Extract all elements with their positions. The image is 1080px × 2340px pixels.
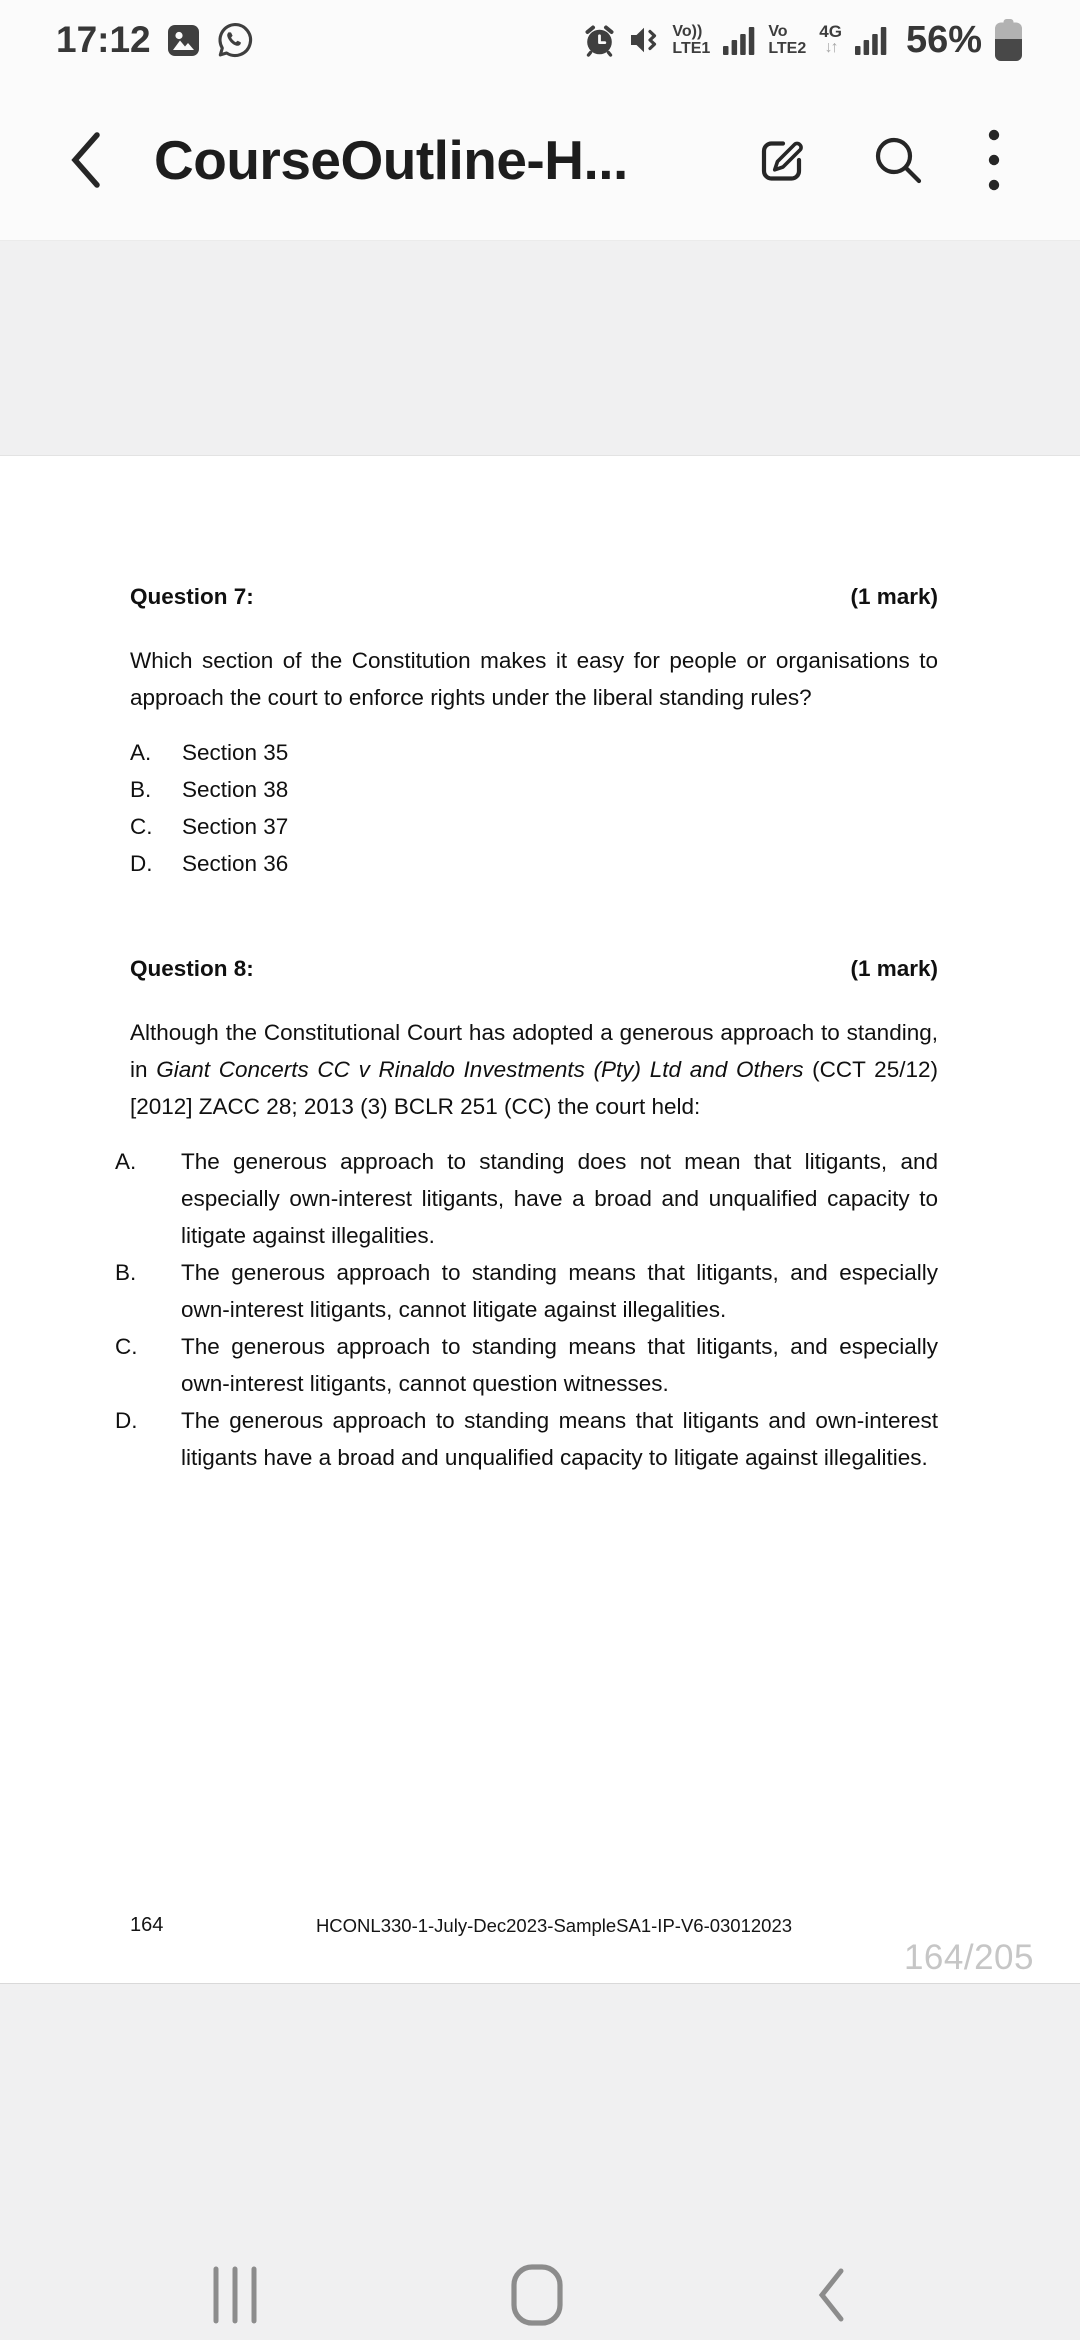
- question8-marks: (1 mark): [850, 956, 938, 981]
- page-gap-top: [0, 240, 1080, 456]
- question7-body: Which section of the Constitution makes it easy for people or organisations to approach the court to enforce rights under the liberal standing rules?: [130, 648, 938, 710]
- nav-recents-button[interactable]: [212, 2266, 258, 2324]
- document-content: [0, 456, 1080, 1476]
- question8-options: [115, 1143, 938, 1476]
- option-text: The generous approach to standing means that litigants and own-interest litigants have a broad and unqualified capacity to litigate against illegalities.: [181, 1408, 938, 1470]
- option-text: Section 38: [182, 777, 289, 802]
- document-page-number: 164: [130, 1914, 164, 1936]
- option-row: [115, 1402, 938, 1476]
- status-bar: [0, 0, 1080, 80]
- volte1-bottom-text: LTE1: [672, 40, 711, 57]
- option-row: [115, 1328, 938, 1402]
- option-letter: C.: [130, 814, 153, 839]
- carrier-volte1-label: [672, 23, 710, 57]
- case-citation-italic: Giant Concerts CC v Rinaldo Investments (Pty) Ltd and Others: [156, 1057, 804, 1082]
- vibrate-icon: [629, 24, 659, 56]
- signal-bars-icon: [723, 25, 755, 55]
- nav-home-button[interactable]: [511, 2264, 563, 2326]
- document-title: CourseOutline-H...: [154, 129, 628, 191]
- option-row: [115, 1254, 938, 1328]
- option-letter: C.: [115, 1334, 138, 1359]
- pdf-page-viewport[interactable]: [0, 456, 1080, 1983]
- option-letter: D.: [115, 1408, 138, 1433]
- gallery-notification-icon: [168, 25, 199, 56]
- document-id-text: HCONL330-1-July-Dec2023-SampleSA1-IP-V6-03012023: [315, 1915, 793, 1936]
- status-bar-right: [583, 19, 1022, 62]
- battery-percent-text: 56%: [905, 18, 982, 61]
- option-text: The generous approach to standing means that litigants, and especially own-interest litigants, cannot question witnesses.: [181, 1334, 938, 1396]
- carrier-volte2-label: [768, 23, 806, 57]
- question8-body: [130, 1014, 938, 1125]
- question7-marks: (1 mark): [850, 584, 938, 609]
- question7-heading-row: [130, 582, 938, 612]
- option-row: [115, 1143, 938, 1254]
- page-indicator: 164/205: [903, 1938, 1034, 1977]
- option-letter: B.: [130, 777, 152, 802]
- app-bar: [0, 80, 1080, 240]
- option-row: [130, 845, 938, 882]
- back-button[interactable]: [64, 128, 104, 192]
- option-letter: A.: [115, 1149, 137, 1174]
- option-text: Section 36: [182, 851, 289, 876]
- overflow-menu-button[interactable]: [988, 129, 1000, 191]
- question8-heading: Question 8:: [130, 956, 254, 981]
- question8-block: [115, 954, 938, 1476]
- option-letter: B.: [115, 1260, 137, 1285]
- clock-text: 17:12: [56, 19, 151, 60]
- option-text: The generous approach to standing does not mean that litigants, and especially own-interest litigants, have a broad and unqualified capacity to litigate against illegalities.: [181, 1149, 938, 1248]
- status-bar-left: [56, 19, 254, 61]
- volte2-top-text: Vo: [768, 23, 788, 40]
- app-bar-actions: [756, 129, 1000, 191]
- question8-heading-row: [130, 954, 938, 984]
- question7-options: [130, 734, 938, 882]
- battery-icon: [995, 19, 1022, 61]
- search-button[interactable]: [871, 133, 926, 188]
- option-text: Section 37: [182, 814, 289, 839]
- option-row: [130, 734, 938, 771]
- nav-back-button[interactable]: [816, 2267, 846, 2323]
- whatsapp-notification-icon: [216, 21, 254, 59]
- question8-body-text-after: (CCT 25/12) [2012] ZACC 28; 2013 (3) BCLR 251 (CC) the court held:: [130, 1057, 938, 1119]
- network-type-indicator: [819, 24, 842, 56]
- network-4g-text: 4G: [819, 22, 842, 41]
- question7-heading: Question 7:: [130, 584, 254, 609]
- signal-bars-icon-2: [855, 25, 887, 55]
- volte2-bottom-text: LTE2: [768, 40, 807, 57]
- edit-button[interactable]: [756, 134, 809, 187]
- document-footer: [130, 1914, 938, 1944]
- option-row: [130, 771, 938, 808]
- alarm-icon: [583, 24, 616, 57]
- option-text: Section 35: [182, 740, 289, 765]
- option-row: [130, 808, 938, 845]
- volte1-top-text: Vo)): [672, 23, 703, 40]
- question8-body-text: Although the Constitutional Court has adopted a generous approach to standing, in: [130, 1020, 938, 1082]
- option-text: The generous approach to standing means that litigants, and especially own-interest litigants, cannot litigate against illegalities.: [181, 1260, 938, 1322]
- option-letter: D.: [130, 851, 153, 876]
- option-letter: A.: [130, 740, 152, 765]
- data-arrows-icon: ↓↑: [824, 39, 837, 56]
